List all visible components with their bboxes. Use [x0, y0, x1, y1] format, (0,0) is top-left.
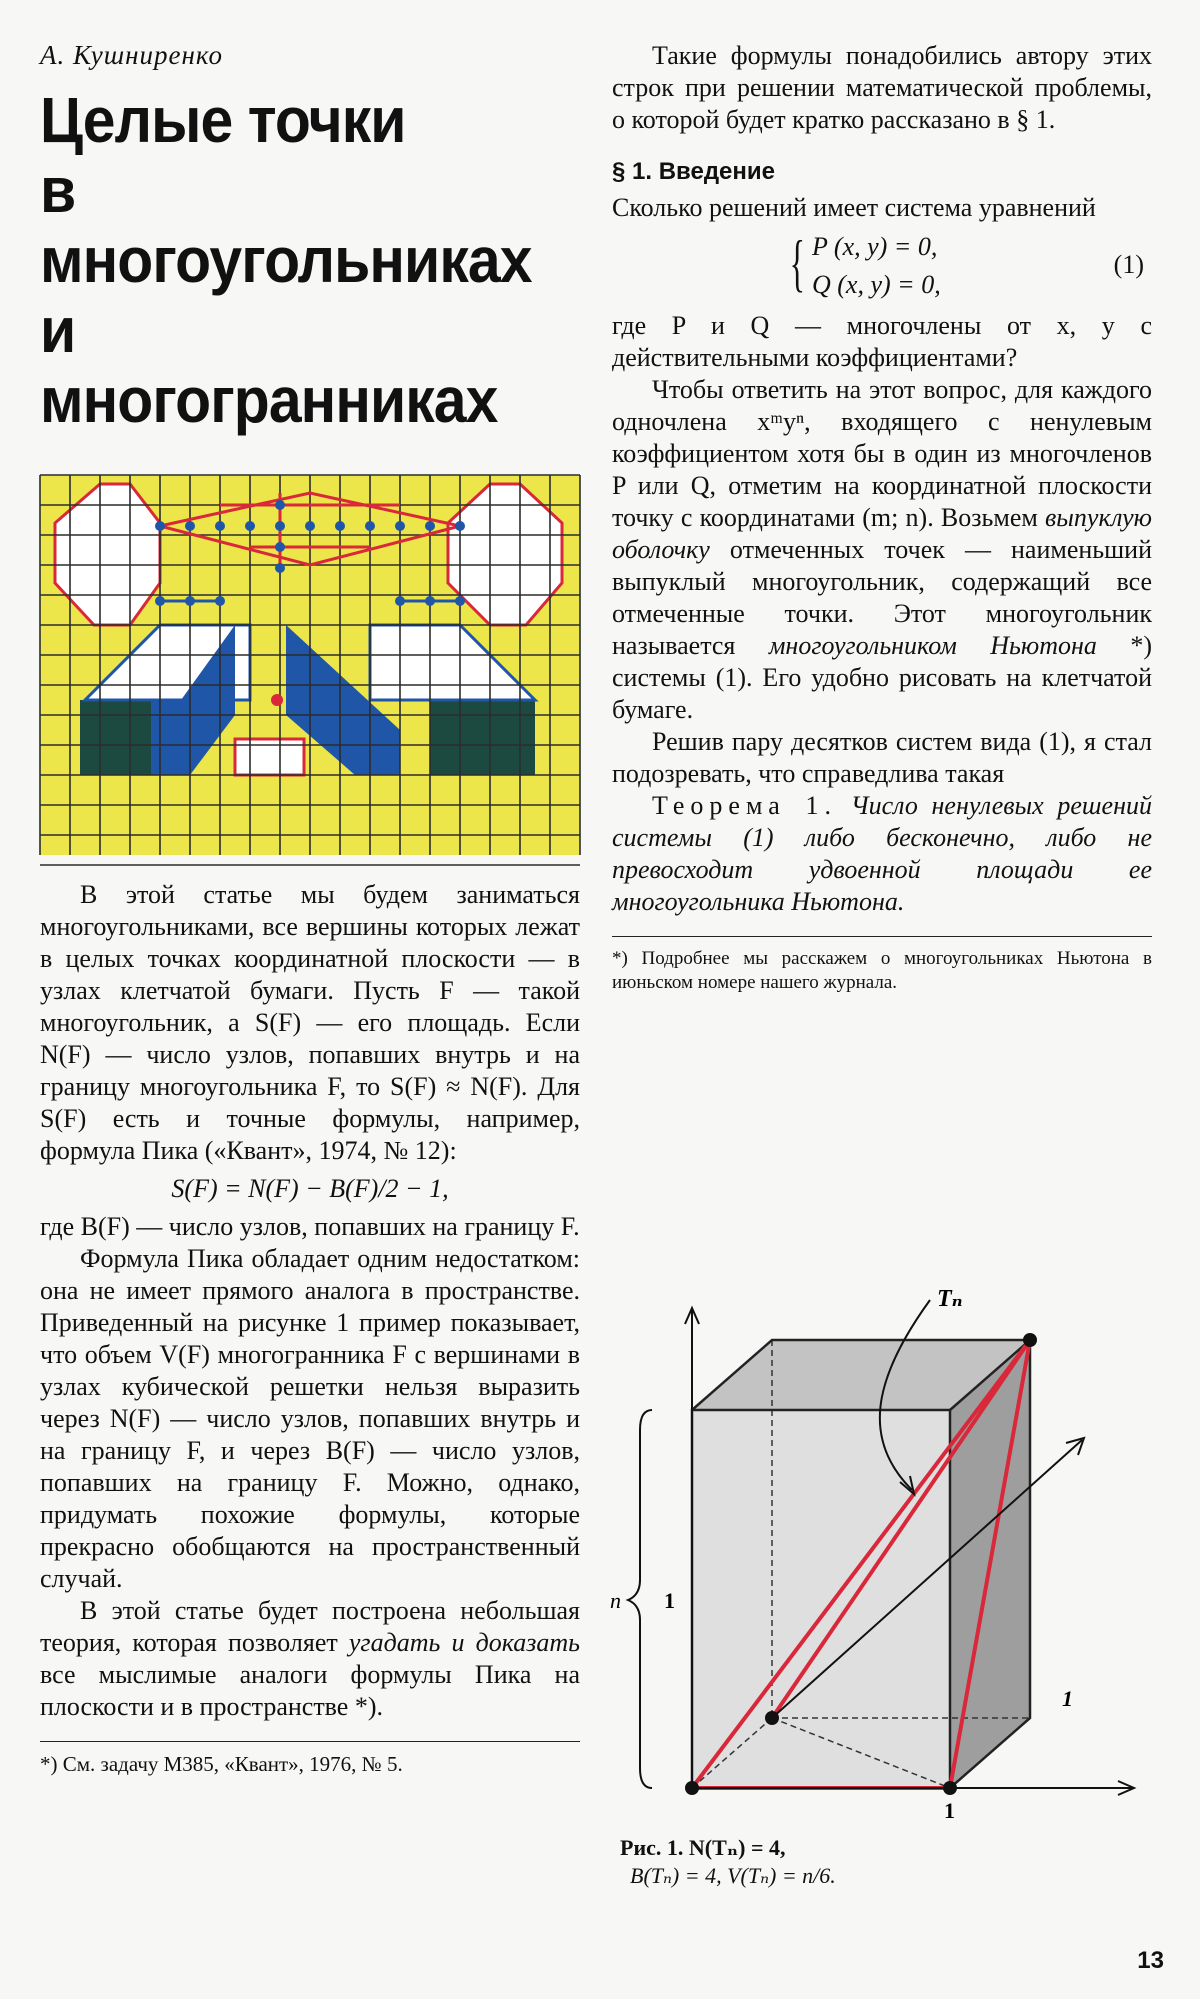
lattice-dot: [245, 521, 255, 531]
pick-drawback-paragraph: Формула Пика обладает одним недостатком: она не имеет прямого аналога в пространстве. Приведенный на рисунке 1 пример показывает, что объем V(F) многогранника F с вершинами в узлах кубической решетки нельзя выразить через N(F) — число узлов, попавших внутрь и на границу F, и через B(F) — число узлов, попавших на границу F. Можно, однако, придумать похожие формулы, которые прекрасно обобщаются на пространственный случай.: [40, 1244, 580, 1593]
article-title: [40, 85, 537, 435]
brace-glyph: {: [789, 227, 806, 298]
lattice-dot: [185, 521, 195, 531]
theorem-paragraph: [612, 790, 1152, 918]
label-tn: Tₙ: [937, 1286, 963, 1312]
theorem-heading: Теорема 1.: [652, 791, 837, 820]
lattice-dot: [365, 521, 375, 531]
title-line: в многоугольниках: [40, 154, 532, 296]
emphasis: угадать и доказать: [348, 1628, 580, 1657]
label-one-vertical: 1: [664, 1588, 675, 1613]
lattice-dot: [275, 542, 285, 552]
right-column: [612, 40, 1152, 995]
theory-paragraph: [40, 1595, 580, 1723]
section-heading: § 1. Введение: [612, 158, 775, 185]
n-brace: [628, 1410, 652, 1788]
label-one-horizontal: 1: [944, 1798, 955, 1823]
newton-paragraph: [612, 374, 1152, 726]
polynomials-paragraph: где P и Q — многочлены от x, y с действительными коэффициентами?: [612, 311, 1152, 372]
lattice-dot: [305, 521, 315, 531]
lattice-dot: [275, 563, 285, 573]
figure-prism: [610, 1286, 1152, 1823]
lattice-dot: [215, 521, 225, 531]
lattice-dot: [335, 521, 345, 531]
intro-paragraph: В этой статье мы будем заниматься многоугольниками, все вершины которых лежат в целых точках координатной плоскости — в узлах клетчатой бумаги. Пусть F — такой многоугольник, а S(F) — его площадь. Если N(F) — число узлов, попавших внутрь и на границу многоугольника F, то S(F) ≈ N(F). Для S(F) есть и точные формулы, например, формула Пика («Квант», 1974, № 12):: [40, 880, 580, 1165]
lattice-dot: [275, 521, 285, 531]
text-run: все мыслимые аналоги формулы Пика на плоскости и в пространстве *).: [40, 1660, 580, 1721]
author: А. Кушниренко: [40, 40, 224, 70]
footnote-rule: [612, 936, 1152, 937]
header-illustration: [40, 475, 580, 855]
footnote-rule: [40, 1741, 580, 1742]
text-run: В этой статье будет построена небольшая теория, которая позволяет: [40, 1596, 580, 1657]
caption-line: Рис. 1. N(Tₙ) = 4,: [620, 1835, 786, 1860]
figure-caption: [620, 1834, 836, 1890]
label-one-depth: 1: [1062, 1686, 1073, 1711]
emphasis: многоугольником Ньютона: [768, 631, 1097, 660]
lattice-dot: [155, 521, 165, 531]
conjecture-paragraph: Решив пару десятков систем вида (1), я стал подозревать, что справедлива такая: [612, 727, 1152, 788]
equation-number: (1): [1113, 250, 1144, 279]
vertex: [685, 1781, 699, 1795]
lattice-dot: [275, 500, 285, 510]
theorem-statement: Число ненулевых решений системы (1) либо бесконечно, либо не превосходит удвоенной площади ее многоугольника Ньютона.: [612, 791, 1152, 916]
page-number: 13: [1137, 1947, 1164, 1974]
lattice-dot: [395, 521, 405, 531]
lattice-dot: [425, 521, 435, 531]
equation-q: Q (x, y) = 0,: [812, 270, 941, 299]
caption-line: B(Tₙ) = 4, V(Tₙ) = n/6.: [630, 1863, 836, 1888]
text-run: отмеченных точек — наименьший выпуклый многоугольник, содержащий все отмеченные точки. Этот многоугольник называется: [612, 535, 1152, 660]
title-line: и многогранниках: [40, 294, 498, 436]
lattice-dot: [455, 521, 465, 531]
label-n: n: [610, 1588, 621, 1613]
question-paragraph: Сколько решений имеет система уравнений: [612, 193, 1096, 222]
title-line: Целые точки: [40, 84, 406, 156]
footnote-right: *) Подробнее мы расскажем о многоугольниках Ньютона в июньском номере нашего журнала.: [612, 948, 1152, 993]
pick-formula: S(F) = N(F) − B(F)/2 − 1,: [171, 1174, 449, 1203]
left-body: [40, 879, 580, 1776]
text-run: Чтобы ответить на этот вопрос, для каждого одночлена xᵐyⁿ, входящего с ненулевым коэффициентом хотя бы в один из многочленов P или Q, отметим на координатной плоскости точку с координатами (m; n). Возьмем: [612, 375, 1152, 532]
equation-system: [612, 228, 1152, 308]
text-run: *) системы (1). Его удобно рисовать на клетчатой бумаге.: [612, 631, 1153, 724]
motivation-paragraph: Такие формулы понадобились автору этих строк при решении математической проблемы, о которой будет кратко рассказано в § 1.: [612, 41, 1152, 134]
emphasis: выпуклую оболочку: [612, 503, 1152, 564]
center-red-dot: [271, 694, 283, 706]
equation-p: P (x, y) = 0,: [812, 232, 938, 261]
prism-front-face: [692, 1410, 950, 1788]
vertex: [765, 1711, 779, 1725]
footnote-left: *) См. задачу М385, «Квант», 1976, № 5.: [40, 1752, 403, 1776]
boundary-paragraph: где B(F) — число узлов, попавших на границу F.: [40, 1212, 580, 1241]
left-column: [40, 40, 580, 1776]
vertex: [1023, 1333, 1037, 1347]
vertex: [943, 1781, 957, 1795]
